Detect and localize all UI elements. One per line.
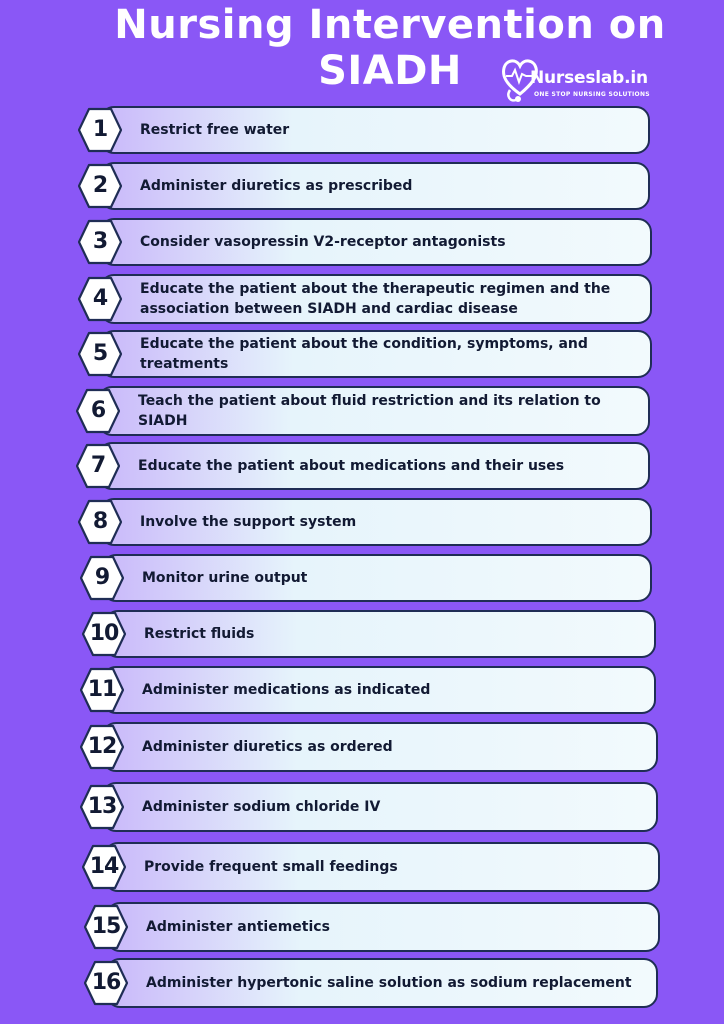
brand-logo [500, 54, 700, 110]
item-number: 15 [91, 914, 121, 939]
brand-tagline: ONE STOP NURSING SOLUTIONS [534, 91, 650, 98]
hexagon-badge-icon [78, 276, 122, 322]
list-item [80, 666, 656, 714]
list-item [78, 274, 652, 324]
item-text-wrap [140, 218, 648, 266]
item-text: Administer hypertonic saline solution as sodium replacement [146, 975, 632, 991]
list-item [78, 106, 650, 154]
page-title-line-2: SIADH [318, 48, 462, 94]
list-item [84, 958, 658, 1008]
item-text-wrap [144, 842, 656, 892]
item-text-wrap [140, 162, 646, 210]
item-text: Teach the patient about fluid restriction and its relation to SIADH [138, 393, 601, 429]
page-title-line-1: Nursing Intervention on [114, 2, 666, 48]
item-text-wrap [140, 330, 648, 378]
item-number: 7 [90, 453, 106, 478]
item-text: Educate the patient about medications and their uses [138, 458, 565, 474]
hexagon-badge-icon [78, 331, 122, 377]
item-text-wrap [142, 722, 654, 772]
item-number: 12 [87, 734, 117, 759]
item-text-wrap [142, 666, 652, 714]
item-number: 14 [89, 854, 119, 879]
hexagon-badge-icon [84, 904, 128, 950]
hexagon-badge-icon [78, 107, 122, 153]
hexagon-badge-icon [78, 219, 122, 265]
list-item [80, 554, 652, 602]
item-number: 4 [92, 286, 108, 311]
item-text: Restrict free water [140, 122, 290, 138]
item-number: 3 [92, 229, 108, 254]
item-text-wrap [140, 106, 646, 154]
item-number: 9 [94, 565, 110, 590]
list-item [78, 162, 650, 210]
item-number: 6 [90, 398, 106, 423]
list-item [80, 722, 658, 772]
list-item [80, 782, 658, 832]
list-item [78, 218, 652, 266]
item-text-wrap [140, 274, 648, 324]
list-item [78, 330, 652, 378]
hexagon-badge-icon [76, 388, 120, 434]
item-number: 16 [91, 970, 121, 995]
item-text-wrap [142, 554, 648, 602]
item-text: Consider vasopressin V2-receptor antagonists [140, 234, 506, 250]
list-item [82, 842, 660, 892]
item-text-wrap [138, 386, 646, 436]
item-text-wrap [144, 610, 652, 658]
item-text: Educate the patient about the therapeutic regimen and the association between SIADH and cardiac disease [140, 281, 611, 317]
item-text: Administer antiemetics [146, 919, 330, 935]
item-text: Educate the patient about the condition, symptoms, and treatments [140, 336, 588, 372]
list-item [78, 498, 652, 546]
item-number: 8 [92, 509, 108, 534]
item-text-wrap [146, 958, 654, 1008]
item-text: Administer diuretics as prescribed [140, 178, 413, 194]
list-item [76, 442, 650, 490]
hexagon-badge-icon [80, 667, 124, 713]
item-text: Administer sodium chloride IV [142, 799, 381, 815]
item-text: Administer medications as indicated [142, 682, 431, 698]
hexagon-badge-icon [82, 611, 126, 657]
list-item [82, 610, 656, 658]
hexagon-badge-icon [80, 724, 124, 770]
hexagon-badge-icon [78, 163, 122, 209]
list-item [76, 386, 650, 436]
item-number: 10 [89, 621, 119, 646]
item-number: 1 [92, 117, 108, 142]
hexagon-badge-icon [82, 844, 126, 890]
brand-name: Nurseslab.in [530, 68, 648, 88]
item-text: Involve the support system [140, 514, 357, 530]
list-item [84, 902, 660, 952]
item-number: 2 [92, 173, 108, 198]
hexagon-badge-icon [76, 443, 120, 489]
item-text: Restrict fluids [144, 626, 255, 642]
item-number: 13 [87, 794, 117, 819]
item-number: 5 [92, 341, 108, 366]
item-text-wrap [140, 498, 648, 546]
hexagon-badge-icon [78, 499, 122, 545]
hexagon-badge-icon [80, 784, 124, 830]
hexagon-badge-icon [84, 960, 128, 1006]
item-text: Administer diuretics as ordered [142, 739, 393, 755]
item-text: Monitor urine output [142, 570, 308, 586]
hexagon-badge-icon [80, 555, 124, 601]
item-text-wrap [138, 442, 646, 490]
item-number: 11 [87, 677, 117, 702]
item-text-wrap [146, 902, 656, 952]
item-text: Provide frequent small feedings [144, 859, 398, 875]
item-text-wrap [142, 782, 654, 832]
